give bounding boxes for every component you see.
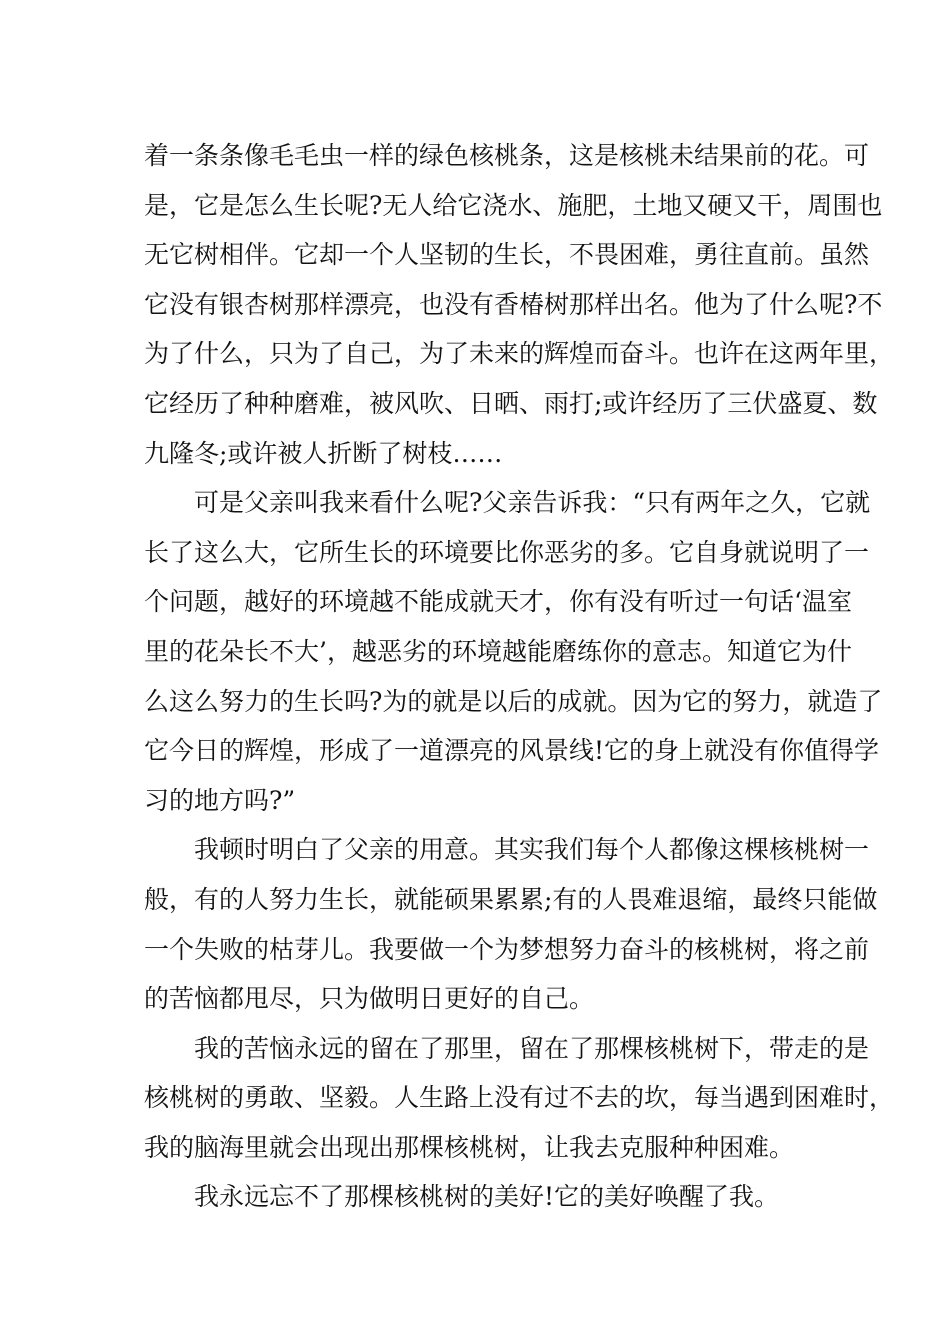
text-line: 般，有的人努力生长，就能硕果累累;有的人畏难退缩，最终只能做 <box>144 884 878 914</box>
text-line: 么这么努力的生长吗?为的就是以后的成就。因为它的努力，就造了 <box>144 686 883 716</box>
text-line: 的苦恼都甩尽，只为做明日更好的自己。 <box>144 984 595 1014</box>
text-line: 长了这么大，它所生长的环境要比你恶劣的多。它自身就说明了一 <box>144 537 870 567</box>
text-line: 我的苦恼永远的留在了那里，留在了那棵核桃树下，带走的是 <box>194 1033 870 1063</box>
text-line: 可是父亲叫我来看什么呢?父亲告诉我：“只有两年之久，它就 <box>194 488 871 518</box>
text-line: 里的花朵长不大’，越恶劣的环境越能磨练你的意志。知道它为什 <box>144 636 852 666</box>
text-line: 核桃树的勇敢、坚毅。人生路上没有过不去的坎，每当遇到困难时， <box>144 1083 895 1113</box>
text-line: 习的地方吗?” <box>144 785 296 815</box>
text-line: 无它树相伴。它却一个人坚韧的生长，不畏困难，勇往直前。虽然 <box>144 240 870 270</box>
text-line: 它没有银杏树那样漂亮，也没有香椿树那样出名。他为了什么呢?不 <box>144 289 883 319</box>
text-line: 我永远忘不了那棵核桃树的美好!它的美好唤醒了我。 <box>194 1182 780 1212</box>
text-line: 为了什么，只为了自己，为了未来的辉煌而奋斗。也许在这两年里， <box>144 339 895 369</box>
paragraph-1 <box>144 131 895 478</box>
paragraph-5 <box>144 1172 814 1222</box>
text-line: 一个失败的枯芽儿。我要做一个为梦想努力奋斗的核桃树，将之前 <box>144 934 870 964</box>
text-line: 个问题，越好的环境越不能成就天才，你有没有听过一句话‘温室 <box>144 587 852 617</box>
paragraph-4 <box>144 1024 895 1173</box>
text-line: 我的脑海里就会出现出那棵核桃树，让我去克服种种困难。 <box>144 1132 795 1162</box>
text-line: 我顿时明白了父亲的用意。其实我们每个人都像这棵核桃树一 <box>194 835 870 865</box>
paragraph-3 <box>144 825 878 1023</box>
text-line: 是，它是怎么生长呢?无人给它浇水、施肥，土地又硬又干，周围也 <box>144 190 883 220</box>
article-body <box>144 131 895 1222</box>
paragraph-2 <box>144 478 883 825</box>
text-line: 它今日的辉煌，形成了一道漂亮的风景线!它的身上就没有你值得学 <box>144 736 880 766</box>
text-line: 它经历了种种磨难，被风吹、日晒、雨打;或许经历了三伏盛夏、数 <box>144 388 878 418</box>
text-line: 九隆冬;或许被人折断了树枝…… <box>144 438 503 468</box>
text-line: 着一条条像毛毛虫一样的绿色核桃条，这是核桃未结果前的花。可 <box>144 141 870 170</box>
